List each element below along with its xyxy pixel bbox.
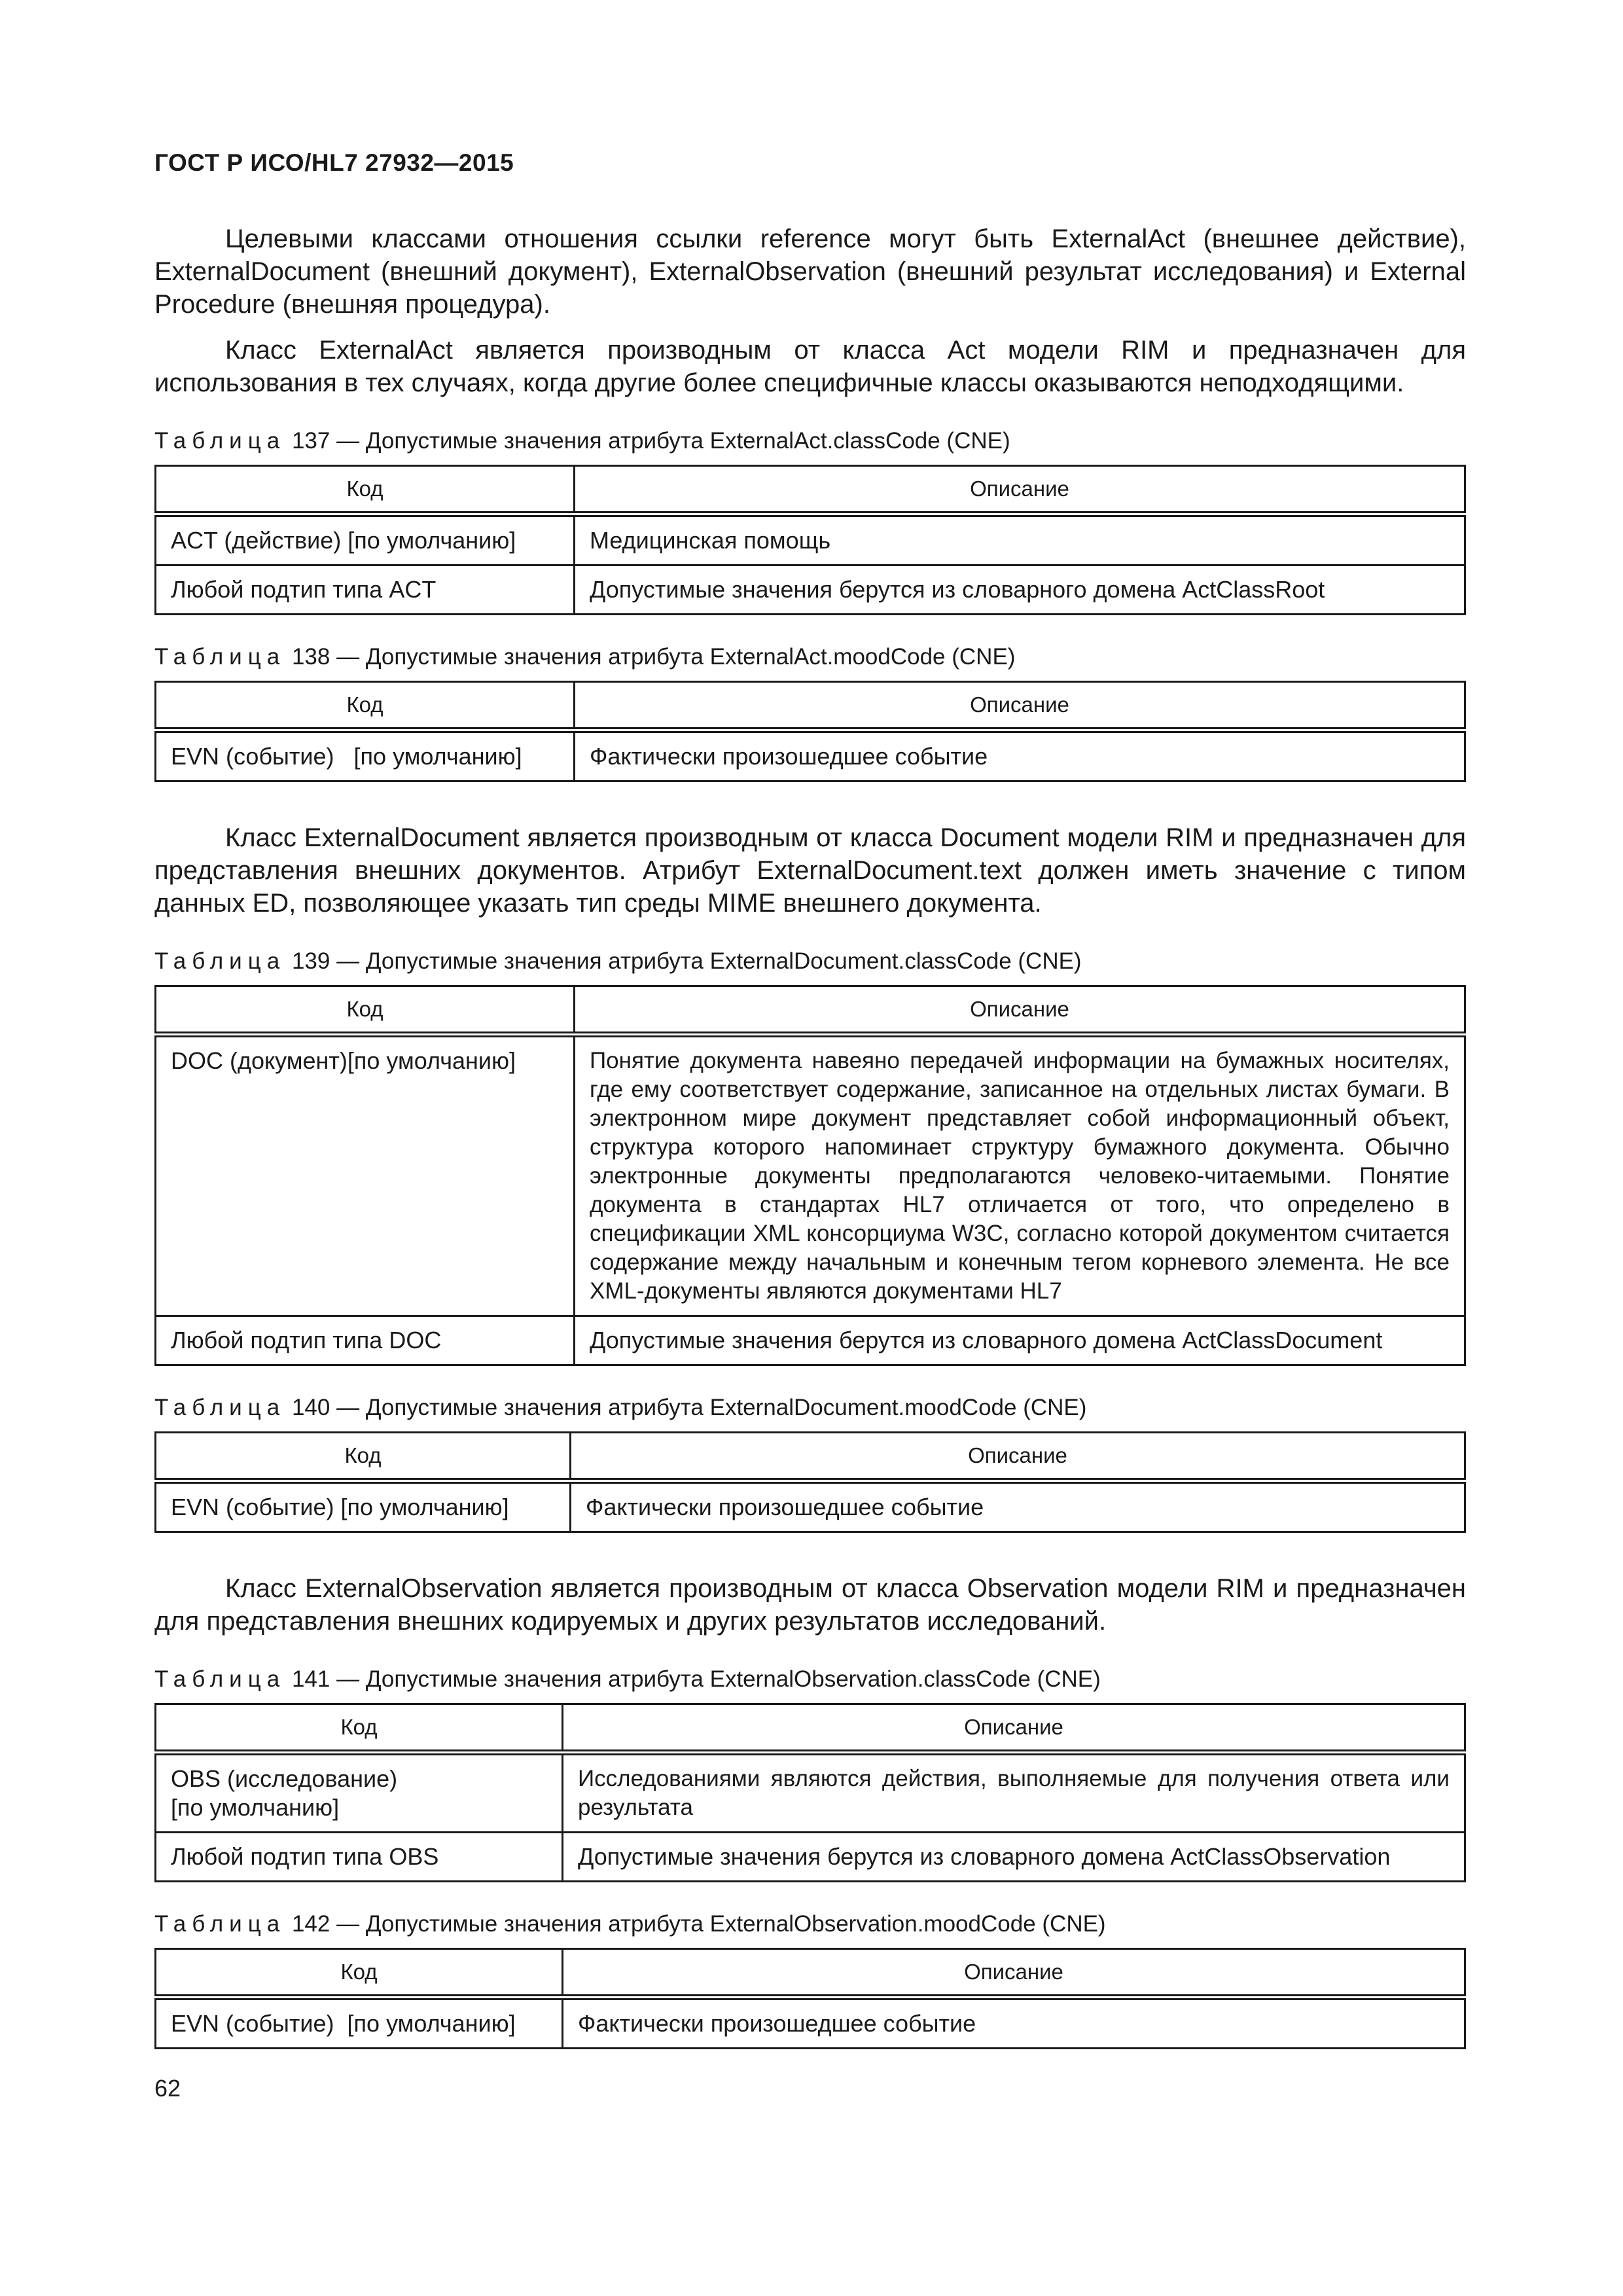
page-content [154,223,1466,2049]
paragraph-external-document: Класс ExternalDocument является производным от класса Document модели RIM и предназначен для представления внешних документов. Атрибут ExternalDocument.text должен иметь значение с типом данных ED, позволяющее указать тип среды MIME внешнего документа. [154,823,1466,918]
table-header-row [156,1704,1465,1753]
table-word: Таблица [154,1395,286,1420]
table-139 [154,985,1466,1366]
table-row [156,1316,1465,1365]
column-header-description: Описание [563,1704,1465,1753]
table-title: — Допустимые значения атрибута ExternalAct.moodCode (CNE) [330,644,1016,670]
table-row [156,1035,1465,1316]
cell-description: Фактически произошедшее событие [575,730,1465,781]
table-140 [154,1431,1466,1533]
table-142 [154,1948,1466,2049]
table-number: 141 [291,1666,330,1692]
column-header-code: Код [156,986,575,1035]
table-header-row [156,466,1465,514]
cell-code-line: [по умолчанию] [171,1794,340,1821]
table-row [156,1833,1465,1882]
column-header-code: Код [156,682,575,730]
column-header-description: Описание [571,1433,1465,1481]
cell-description: Допустимые значения берутся из словарного домена ActClassObservation [563,1833,1465,1882]
table-header-row [156,1433,1465,1481]
cell-description: Исследованиями являются действия, выполняемые для получения ответа или результата [563,1753,1465,1833]
table-word: Таблица [154,644,286,670]
table-140-caption [154,1393,1466,1422]
table-row [156,1998,1465,2049]
table-row [156,565,1465,615]
paragraph-external-act: Класс ExternalAct является производным от класса Act модели RIM и предназначен для использования в тех случаях, когда другие более специфичные классы оказываются неподходящими. [154,336,1466,397]
column-header-description: Описание [575,466,1465,514]
table-number: 140 [291,1395,330,1420]
paragraph-external-observation: Класс ExternalObservation является производным от класса Observation модели RIM и предназначен для представления внешних кодируемых и других результатов исследований. [154,1574,1466,1636]
column-header-code: Код [156,1704,563,1753]
cell-code: EVN (событие) [по умолчанию] [156,1481,571,1532]
standard-designation: ГОСТ Р ИСО/HL7 27932—2015 [154,149,514,176]
cell-code: DOC (документ)[по умолчанию] [156,1035,575,1316]
table-header-row [156,682,1465,730]
column-header-code: Код [156,466,575,514]
cell-code: EVN (событие) [по умолчанию] [156,730,575,781]
table-row [156,1753,1465,1833]
table-header-row [156,1949,1465,1998]
table-row [156,730,1465,781]
table-title: — Допустимые значения атрибута ExternalAct.classCode (CNE) [330,428,1010,454]
table-number: 142 [291,1911,330,1937]
column-header-description: Описание [575,682,1465,730]
table-142-caption [154,1910,1466,1939]
table-title: — Допустимые значения атрибута ExternalDocument.classCode (CNE) [330,948,1082,974]
cell-code [156,1753,563,1833]
table-number: 139 [291,948,330,974]
column-header-description: Описание [563,1949,1465,1998]
table-word: Таблица [154,1911,286,1937]
table-row [156,514,1465,565]
table-139-caption [154,947,1466,976]
cell-description: Фактически произошедшее событие [571,1481,1465,1532]
cell-code: Любой подтип типа OBS [156,1833,563,1882]
cell-code: Любой подтип типа DOC [156,1316,575,1365]
table-141 [154,1703,1466,1882]
table-138 [154,681,1466,782]
cell-description: Медицинская помощь [575,514,1465,565]
cell-code: ACT (действие) [по умолчанию] [156,514,575,565]
table-header-row [156,986,1465,1035]
table-137-caption [154,427,1466,456]
cell-description: Понятие документа навеяно передачей информации на бумажных носителях, где ему соответствует содержание, записанное на отдельных листах бумаги. В электронном мире документ представляет собой информационный объект, структура которого напоминает структуру бумажного документа. Обычно электронные документы предполагаются человеко-читаемыми. Понятие документа в стандартах HL7 отличается от того, что определено в спецификации XML консорциума W3C, согласно которой документом считается содержание между начальным и конечным тегом корневого элемента. Не все XML-документы являются документами HL7 [575,1035,1465,1316]
table-word: Таблица [154,948,286,974]
table-word: Таблица [154,1666,286,1692]
table-title: — Допустимые значения атрибута ExternalObservation.classCode (CNE) [330,1666,1101,1692]
table-141-caption [154,1665,1466,1694]
table-137 [154,465,1466,615]
table-row [156,1481,1465,1532]
paragraph-reference-classes: Целевыми классами отношения ссылки reference могут быть ExternalAct (внешнее действие), ExternalDocument (внешний документ), ExternalObservation (внешний результат исследования) и External Procedure (внешняя процедура). [154,224,1466,319]
column-header-description: Описание [575,986,1465,1035]
cell-description: Допустимые значения берутся из словарного домена ActClassDocument [575,1316,1465,1365]
cell-code-line: OBS (исследование) [171,1765,398,1792]
cell-code: EVN (событие) [по умолчанию] [156,1998,563,2049]
cell-code: Любой подтип типа ACT [156,565,575,615]
table-title: — Допустимые значения атрибута ExternalObservation.moodCode (CNE) [330,1911,1106,1937]
column-header-code: Код [156,1949,563,1998]
table-138-caption [154,643,1466,672]
column-header-code: Код [156,1433,571,1481]
cell-description: Допустимые значения берутся из словарного домена ActClassRoot [575,565,1465,615]
cell-description: Фактически произошедшее событие [563,1998,1465,2049]
table-title: — Допустимые значения атрибута ExternalDocument.moodCode (CNE) [330,1395,1087,1420]
table-number: 137 [291,428,330,454]
table-word: Таблица [154,428,286,454]
table-number: 138 [291,644,330,670]
page-number: 62 [154,2075,181,2102]
